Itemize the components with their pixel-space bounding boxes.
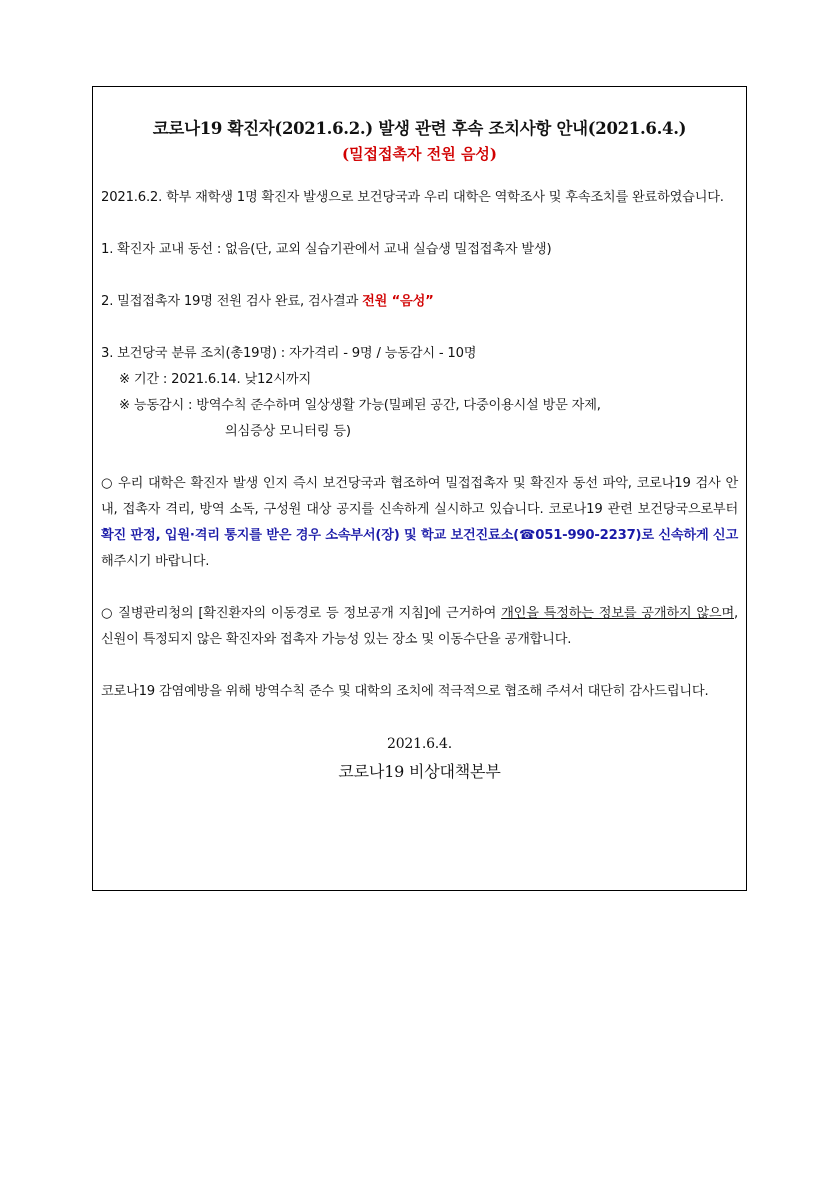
item-3-note-monitoring: ※ 능동감시 : 방역수칙 준수하며 일상생활 가능(밀폐된 공간, 다중이용시설 방문 자제, [119,398,601,413]
notice-subtitle: (밀접접촉자 전원 음성) [341,145,498,163]
item-3-note-monitoring-cont: 의심증상 모니터링 등) [225,424,351,439]
notice-date: 2021.6.4. [387,736,452,752]
intro-paragraph: 2021.6.2. 학부 재학생 1명 확진자 발생으로 보건당국과 우리 대학은 역학조사 및 후속조치를 완료하였습니다. [101,190,724,205]
closing-paragraph: 코로나19 감염예방을 위해 방역수칙 준수 및 대학의 조치에 적극적으로 협조해 주셔서 대단히 감사드립니다. [101,684,709,699]
item-1: 1. 확진자 교내 동선 : 없음(단, 교외 실습기관에서 교내 실습생 밀접접촉자 발생) [101,242,552,257]
item-2-result: 전원 “음성” [362,294,434,309]
item-3 [101,341,738,445]
item-3-text: 3. 보건당국 분류 조치(총19명) : 자가격리 - 9명 / 능동감시 - 10명 [101,346,477,361]
notice-title: 코로나19 확진자(2021.6.2.) 발생 관련 후속 조치사항 안내(2021.6.4.) [152,119,687,138]
notice-paragraph-1 [101,471,738,575]
notice-1-highlight: 확진 판정, 입원·격리 통지를 받은 경우 소속부서(장) 및 학교 보건진료소(☎051-990-2237)로 신속하게 신고 [101,528,738,543]
notice-2-text: ○ 질병관리청의 [확진환자의 이동경로 등 정보공개 지침]에 근거하여 [101,606,502,621]
item-2-text: 2. 밀접접촉자 19명 전원 검사 완료, 검사결과 [101,294,363,309]
notice-paragraph-2 [101,601,738,653]
notice-box [92,86,747,891]
item-3-note-period: ※ 기간 : 2021.6.14. 낮12시까지 [119,372,311,387]
notice-2-text-end: , 신원이 특정되지 않은 확진자와 접촉자 가능성 있는 장소 및 이동수단을 공개합니다. [101,606,739,647]
notice-2-underline: 개인을 특정하는 정보를 공개하지 않으며 [501,606,735,621]
notice-body [101,185,738,785]
notice-1-text: ○ 우리 대학은 확진자 발생 인지 즉시 보건당국과 협조하여 밀접접촉자 및 확진자 동선 파악, 코로나19 검사 안내, 접촉자 격리, 방역 소독, 구성원 대상 공지를 신속하게 실시하고 있습니다. 코로나19 관련 보건당국으로부터 [101,476,738,517]
item-2 [101,289,738,315]
notice-1-text-end: 해주시기 바랍니다. [101,554,210,569]
issuing-organization: 코로나19 비상대책본부 [338,762,501,781]
